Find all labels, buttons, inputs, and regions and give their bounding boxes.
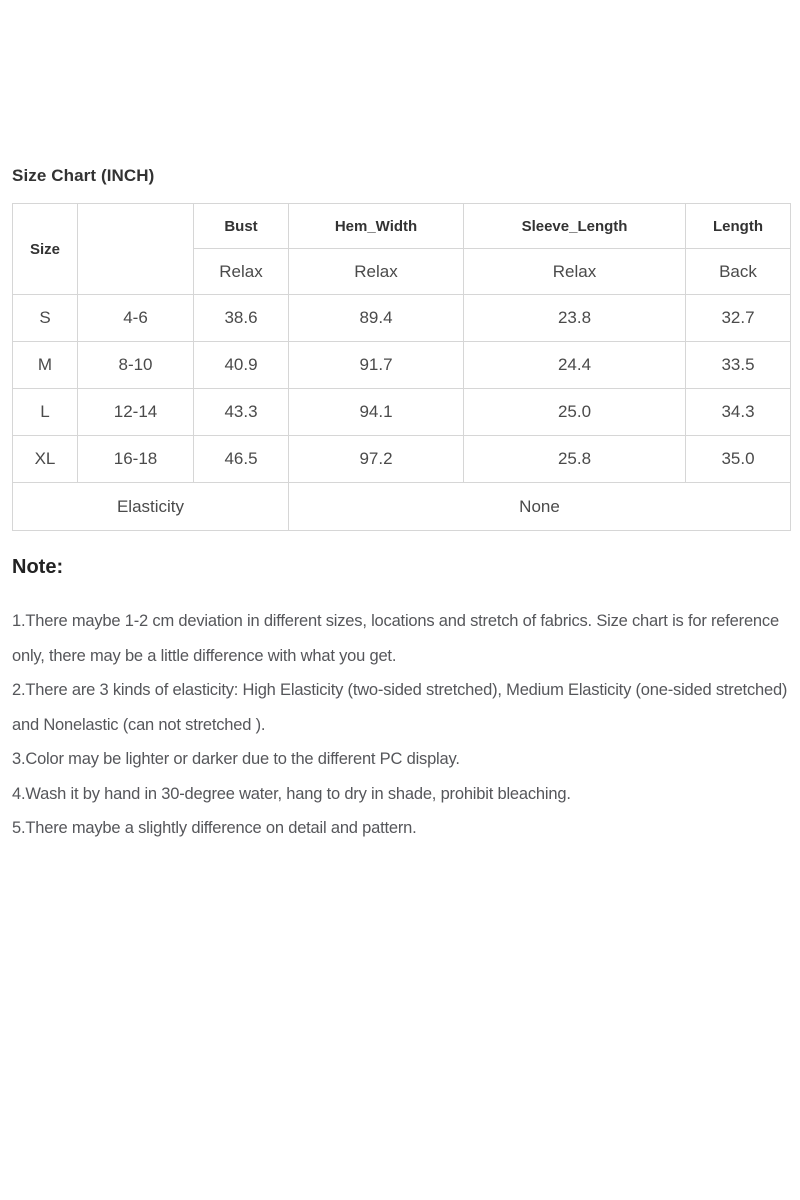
note-item-4: 4.Wash it by hand in 30-degree water, hang to dry in shade, prohibit bleaching. (12, 784, 571, 803)
page-title: Size Chart (INCH) (12, 166, 155, 185)
note-item-5: 5.There maybe a slightly difference on detail and pattern. (12, 819, 417, 837)
note-item-1: 1.There maybe 1-2 cm deviation in different sizes, locations and stretch of fabrics. Size chart is for reference only, there may be a little difference with what you get. (12, 612, 779, 665)
sleeve-length-cell: 24.4 (464, 342, 686, 389)
hem-width-cell: 97.2 (289, 436, 464, 483)
length-cell: 34.3 (686, 389, 791, 436)
hem-width-cell: 94.1 (289, 389, 464, 436)
bust-cell: 40.9 (194, 342, 289, 389)
column-header-length: Length (686, 204, 791, 249)
length-cell: 33.5 (686, 342, 791, 389)
us-size-cell: 12-14 (78, 389, 194, 436)
bust-cell: 38.6 (194, 295, 289, 342)
sleeve-length-cell: 23.8 (464, 295, 686, 342)
measure-type-hem-width: Relax (289, 249, 464, 295)
hem-width-cell: 91.7 (289, 342, 464, 389)
measure-type-sleeve-length: Relax (464, 249, 686, 295)
length-cell: 32.7 (686, 295, 791, 342)
note-heading: Note: (12, 556, 64, 578)
table-row-xl (13, 436, 791, 483)
column-header-us-size: US Size (78, 204, 194, 295)
size-label-cell: L (13, 389, 78, 436)
us-size-cell: 4-6 (78, 295, 194, 342)
elasticity-value: None (289, 483, 791, 531)
table-header-row (13, 204, 791, 249)
column-header-size: Size (13, 204, 78, 295)
table-row-m (13, 342, 791, 389)
bust-cell: 43.3 (194, 389, 289, 436)
column-header-hem-width: Hem_Width (289, 204, 464, 249)
us-size-cell: 8-10 (78, 342, 194, 389)
note-item-2: 2.There are 3 kinds of elasticity: High Elasticity (two-sided stretched), Medium Elasticity (one-sided stretched) and Nonelastic (can not stretched ). (12, 681, 788, 734)
table-row-s (13, 295, 791, 342)
size-label-cell: S (13, 295, 78, 342)
elasticity-row (13, 483, 791, 531)
bust-cell: 46.5 (194, 436, 289, 483)
sleeve-length-cell: 25.8 (464, 436, 686, 483)
size-label-cell: M (13, 342, 78, 389)
elasticity-label: Elasticity (13, 483, 289, 531)
length-cell: 35.0 (686, 436, 791, 483)
note-item-3: 3.Color may be lighter or darker due to the different PC display. (12, 750, 460, 768)
column-header-sleeve-length: Sleeve_Length (464, 204, 686, 249)
size-chart-table (12, 203, 791, 531)
us-size-cell: 16-18 (78, 436, 194, 483)
notes-section (12, 556, 790, 846)
table-row-l (13, 389, 791, 436)
measure-type-length: Back (686, 249, 791, 295)
column-header-bust: Bust (194, 204, 289, 249)
hem-width-cell: 89.4 (289, 295, 464, 342)
sleeve-length-cell: 25.0 (464, 389, 686, 436)
measure-type-bust: Relax (194, 249, 289, 295)
size-label-cell: XL (13, 436, 78, 483)
